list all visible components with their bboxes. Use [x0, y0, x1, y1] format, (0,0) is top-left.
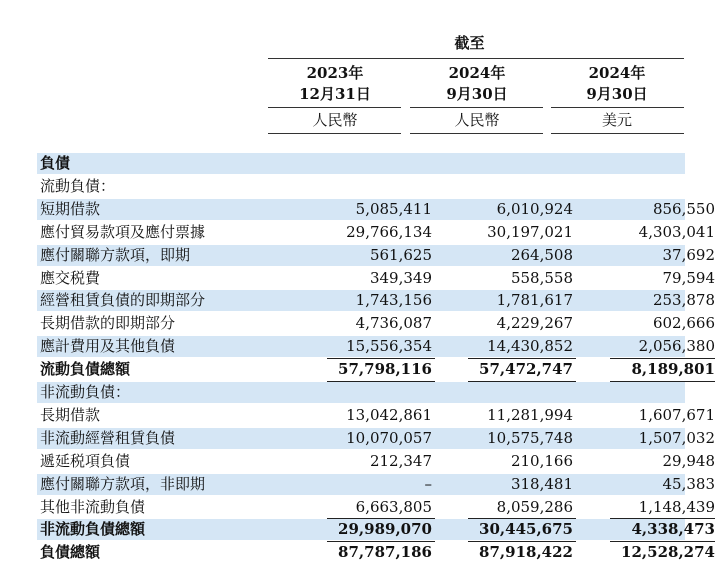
row-value-col2: 14,430,852	[487, 337, 573, 355]
col2-date-rule	[410, 107, 543, 108]
row-taxes-payable	[37, 268, 715, 289]
row-value-col3: 37,692	[662, 246, 715, 264]
row-value-col2: 1,781,617	[496, 291, 573, 309]
row-value-col1: 1,743,156	[355, 291, 432, 309]
row-total-non-current-liabilities	[37, 519, 715, 540]
row-lease-current	[37, 290, 715, 311]
row-value-col2: 210,166	[510, 452, 573, 470]
col3-unit-rule	[551, 133, 684, 134]
row-label: 長期借款	[40, 406, 101, 424]
row-label: 應交税費	[40, 269, 101, 287]
row-value-col3: 4,303,041	[638, 223, 715, 241]
row-label: 流動負債總額	[40, 360, 131, 378]
rule-below-current-total-col1	[327, 381, 435, 382]
row-value-col3: 1,607,671	[638, 406, 715, 424]
row-lease-non-current	[37, 428, 715, 449]
row-value-col2: 87,918,422	[479, 543, 573, 561]
rule-above-current-total-col3	[610, 358, 715, 359]
row-value-col2: 558,558	[510, 269, 573, 287]
row-liabilities-heading	[37, 153, 685, 174]
row-value-col3: 253,878	[652, 291, 715, 309]
col1-date-rule	[268, 107, 401, 108]
row-value-col1: 29,989,070	[338, 520, 432, 538]
row-label: 應計費用及其他負債	[40, 337, 176, 355]
row-label: 應付貿易款項及應付票據	[40, 223, 206, 241]
row-value-col1: 57,798,116	[338, 360, 432, 378]
row-value-col2: 11,281,994	[487, 406, 573, 424]
rule-above-noncurrent-total-col2	[468, 518, 576, 519]
row-long-term-current	[37, 313, 715, 334]
col1-date: 12月31日	[299, 85, 371, 103]
row-long-term-borrowings	[37, 405, 715, 426]
row-value-col3: 8,189,801	[631, 360, 715, 378]
col2-unit: 人民幣	[454, 111, 500, 129]
col2-unit-rule	[410, 133, 543, 134]
row-value-col1: 6,663,805	[355, 498, 432, 516]
row-value-col3: 4,338,473	[631, 520, 715, 538]
row-accrued-expenses	[37, 336, 715, 357]
col2-year: 2024年	[448, 64, 506, 82]
row-value-col1: 29,766,134	[346, 223, 432, 241]
row-label: 長期借款的即期部分	[40, 314, 176, 332]
row-value-col1: –	[424, 475, 432, 493]
col3-unit: 美元	[601, 111, 632, 129]
row-value-col3: 2,056,380	[638, 337, 715, 355]
row-label: 應付關聯方款項，非即期	[40, 475, 206, 493]
row-label: 負債	[40, 154, 71, 172]
row-value-col3: 12,528,274	[621, 543, 715, 561]
row-value-col3: 602,666	[652, 314, 715, 332]
row-trade-payables	[37, 222, 715, 243]
row-related-party-non-current	[37, 474, 715, 495]
row-label: 其他非流動負債	[40, 498, 146, 516]
row-value-col2: 318,481	[510, 475, 573, 493]
row-short-term-borrowings	[37, 199, 715, 220]
row-deferred-tax	[37, 451, 715, 472]
row-label: 非流動負債總額	[40, 520, 146, 538]
row-value-col2: 30,445,675	[479, 520, 573, 538]
row-value-col3: 79,594	[662, 269, 715, 287]
row-label: 非流動經營租賃負債	[40, 429, 176, 447]
row-label: 非流動負債：	[40, 383, 131, 401]
row-non-current-heading	[37, 382, 685, 403]
col1-unit: 人民幣	[312, 111, 358, 129]
row-value-col3: 856,550	[652, 200, 715, 218]
rule-below-current-total-col2	[468, 381, 576, 382]
row-label: 流動負債：	[40, 177, 116, 195]
rule-below-noncurrent-total-col2	[468, 541, 576, 542]
as-at-rule	[268, 58, 684, 59]
row-value-col1: 13,042,861	[346, 406, 432, 424]
col1-unit-rule	[268, 133, 401, 134]
col2-date: 9月30日	[446, 85, 508, 103]
as-at-header: 截至	[454, 34, 485, 52]
rule-above-noncurrent-total-col3	[610, 518, 715, 519]
row-label: 負債總額	[40, 543, 101, 561]
row-value-col2: 4,229,267	[496, 314, 573, 332]
row-label: 應付關聯方款項，即期	[40, 246, 191, 264]
row-value-col3: 1,148,439	[638, 498, 715, 516]
rule-below-current-total-col3	[610, 381, 715, 382]
row-value-col2: 264,508	[510, 246, 573, 264]
row-value-col1: 4,736,087	[355, 314, 432, 332]
row-other-non-current	[37, 497, 715, 518]
row-value-col1: 87,787,186	[338, 543, 432, 561]
row-current-liabilities-heading	[37, 176, 685, 197]
row-value-col2: 57,472,747	[479, 360, 573, 378]
rule-above-current-total-col2	[468, 358, 576, 359]
row-value-col2: 6,010,924	[496, 200, 573, 218]
rule-below-noncurrent-total-col3	[610, 541, 715, 542]
row-value-col2: 30,197,021	[487, 223, 573, 241]
row-total-current-liabilities	[37, 359, 715, 380]
row-value-col1: 10,070,057	[346, 429, 432, 447]
row-value-col3: 45,383	[662, 475, 715, 493]
row-total-liabilities	[37, 542, 715, 563]
rule-below-noncurrent-total-col1	[327, 541, 435, 542]
col1-year: 2023年	[306, 64, 364, 82]
row-value-col2: 8,059,286	[496, 498, 573, 516]
rule-above-noncurrent-total-col1	[327, 518, 435, 519]
row-value-col3: 29,948	[662, 452, 715, 470]
row-value-col1: 349,349	[369, 269, 432, 287]
row-value-col1: 561,625	[369, 246, 432, 264]
row-value-col2: 10,575,748	[487, 429, 573, 447]
row-label: 短期借款	[40, 200, 101, 218]
col3-date-rule	[551, 107, 684, 108]
row-value-col1: 15,556,354	[346, 337, 432, 355]
row-value-col1: 212,347	[369, 452, 432, 470]
rule-above-current-total-col1	[327, 358, 435, 359]
row-value-col1: 5,085,411	[355, 200, 432, 218]
col3-year: 2024年	[588, 64, 646, 82]
row-value-col3: 1,507,032	[638, 429, 715, 447]
row-label: 遞延税項負債	[40, 452, 131, 470]
col3-date: 9月30日	[586, 85, 648, 103]
row-related-party-current	[37, 245, 715, 266]
row-label: 經營租賃負債的即期部分	[40, 291, 206, 309]
